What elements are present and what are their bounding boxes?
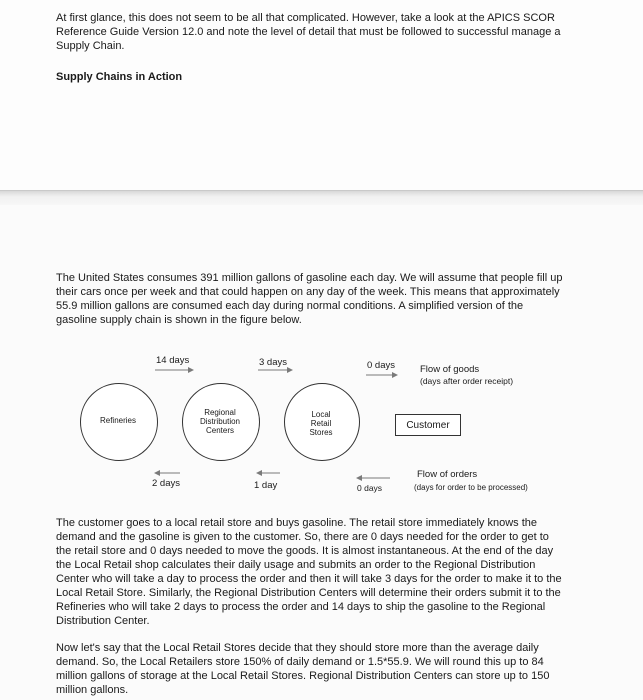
orders-days-2: 1 day xyxy=(254,480,278,491)
gasoline-line-2: their cars once per week and that could happen on any day of the week. This means that approximately xyxy=(56,286,560,298)
customer-line-8: Distribution Center. xyxy=(56,615,150,627)
intro-line-3: Supply Chain. xyxy=(56,40,125,52)
storage-line-4: million gallons. xyxy=(56,684,129,696)
storage-line-1: Now let's say that the Local Retail Stores decide that they should store more than the average daily xyxy=(56,642,539,654)
customer-line-4: the Local Retail shop calculates their daily usage and submits an order to the Regional Distribution xyxy=(56,559,536,571)
storage-line-2: demand. So, the Local Retailers store 150% of daily demand or 1.5*55.9. We will round this up to 84 xyxy=(56,656,544,668)
orders-days-3: 0 days xyxy=(357,483,383,493)
goods-days-2: 3 days xyxy=(259,357,287,368)
goods-legend-title: Flow of goods xyxy=(420,364,480,375)
customer-line-5: Center who will take a day to process the order and then it will take 3 days for the order to make it to the xyxy=(56,573,562,585)
intro-line-1: At first glance, this does not seem to be all that complicated. However, take a look at the APICS SCOR xyxy=(56,12,555,24)
goods-days-3: 0 days xyxy=(367,360,395,371)
gasoline-line-3: 55.9 million gallons are consumed each day during normal conditions. A simplified version of the xyxy=(56,300,524,312)
goods-arrowhead-3 xyxy=(392,372,398,378)
intro-line-2: Reference Guide Version 12.0 and note the level of detail that must be followed to successful manage a xyxy=(56,26,561,38)
regional-label-2: Distribution xyxy=(199,417,240,426)
customer-line-7: Refineries who will take 2 days to process the order and 14 days to ship the gasoline to the Regional xyxy=(56,601,546,613)
customer-line-1: The customer goes to a local retail store and buys gasoline. The retail store immediately knows the xyxy=(56,517,537,529)
orders-legend-sub: (days for order to be processed) xyxy=(414,483,528,492)
orders-days-1: 2 days xyxy=(152,478,180,489)
local-label-1: Local xyxy=(311,410,331,419)
regional-label-3: Centers xyxy=(205,426,234,435)
storage-line-3: million gallons of storage at the Local Retail Stores. Regional Distribution Centers can store up to 150 xyxy=(56,670,550,682)
orders-arrowhead-3 xyxy=(356,475,362,481)
customer-line-3: the retail store and 0 days needed to move the goods. It is almost instantaneous. At the end of the day xyxy=(56,545,554,557)
gasoline-line-4: gasoline supply chain is shown in the figure below. xyxy=(56,314,302,326)
customer-line-2: demand and the gasoline is given to the customer. So, there are 0 days needed for the order to get to xyxy=(56,531,549,543)
local-label-2: Retail xyxy=(310,419,332,428)
regional-label-1: Regional xyxy=(204,408,236,417)
gasoline-line-1: The United States consumes 391 million gallons of gasoline each day. We will assume that people fill up xyxy=(56,272,563,284)
supply-chain-diagram xyxy=(0,345,643,505)
orders-legend-title: Flow of orders xyxy=(417,469,478,480)
section-heading: Supply Chains in Action xyxy=(56,71,183,83)
goods-arrowhead-1 xyxy=(188,367,194,373)
orders-arrowhead-1 xyxy=(154,470,160,476)
customer-node: Customer xyxy=(395,414,461,436)
goods-arrowhead-2 xyxy=(287,367,293,373)
goods-legend-sub: (days after order receipt) xyxy=(420,376,514,386)
page-separator xyxy=(0,190,643,205)
local-label-3: Stores xyxy=(309,428,333,437)
customer-line-6: Local Retail Store. Similarly, the Regional Distribution Centers will determine their orders submit it to the xyxy=(56,587,561,599)
refineries-label: Refineries xyxy=(99,416,136,425)
orders-arrowhead-2 xyxy=(256,470,262,476)
goods-days-1: 14 days xyxy=(156,355,190,366)
